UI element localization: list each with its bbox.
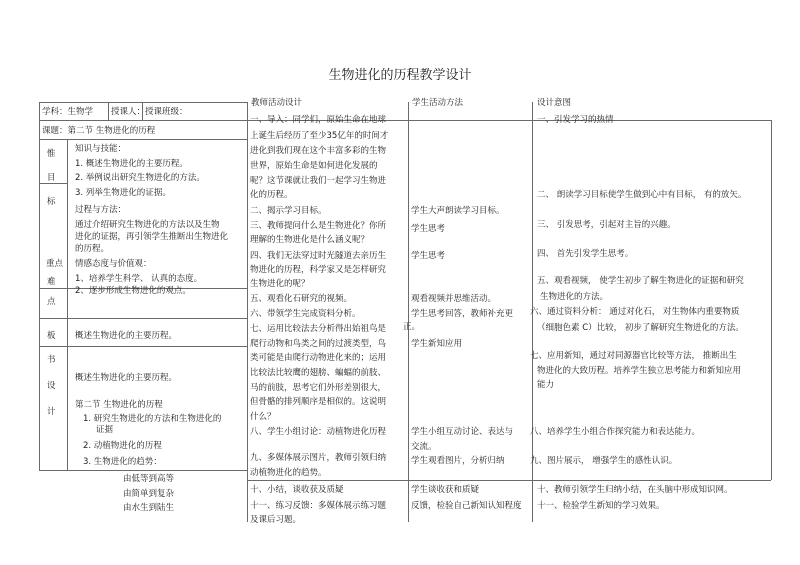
teacher-activity-line: 呢？这节课就让我们一起学习生物进 — [250, 176, 387, 186]
teacher-activity-line: 十一、练习反馈：多媒体展示练习题 — [250, 501, 387, 511]
objective-line: 的历程。 — [75, 244, 110, 254]
design-intent-line: 一、引发学习的热情 — [537, 115, 614, 125]
student-activity-line: 观看视频并思维活动。 — [411, 294, 497, 304]
board-design-label: 设 — [47, 381, 56, 391]
teacher-activity-line: 四、我们无法穿过时光隧道去亲历生 — [250, 251, 387, 261]
student-activity-line: 正。 — [403, 322, 421, 332]
teacher-activity-line: 上诞生后经历了至少35亿年的时间才 — [250, 131, 389, 141]
student-activity-line: 学生思考 — [411, 224, 446, 234]
goal-label: 目 — [47, 173, 56, 183]
student-activity-header: 学生活动方法 — [412, 98, 464, 108]
objective-line: 2、逐步形成生物进化的观点。 — [75, 286, 191, 296]
design-intent-line: 五、观看视频， 使学生初步了解生物进化的证据和研究 — [537, 276, 744, 286]
design-intent-line: 六、通过资料分析： 通过对化石， 对生物体内重要物质 — [530, 307, 740, 317]
teacher-activity-line: 动植物进化的趋势。 — [250, 468, 327, 478]
objective-line: 情感态度与价值观： — [75, 259, 152, 269]
teacher-activity-line: 及课后习题。 — [250, 515, 302, 525]
teacher-activity-line: 三、教师提问什么是生物进化？你所 — [250, 221, 387, 231]
teacher-name-label: 授课人： — [111, 107, 146, 117]
design-intent-line: 四、 首先引发学生思考。 — [537, 249, 634, 259]
design-intent-line: 生物进化的方法。 — [540, 292, 609, 302]
student-activity-line: 学生大声朗读学习目标。 — [411, 206, 505, 216]
difficulty-label: 点 — [47, 297, 56, 307]
objective-line: 2. 举例说出研究生物进化的方法。 — [75, 173, 205, 183]
teacher-activity-line: 七、运用比较法去分析得出始祖鸟是 — [250, 324, 387, 334]
teacher-activity-line: 八、学生小组讨论：动植物进化历程 — [250, 427, 387, 437]
trend-item: 由水生到陆生 — [123, 503, 175, 513]
objective-line: 1、培养学生科学、 认真的态度。 — [75, 274, 203, 284]
board-item: 3. 生物进化的趋势： — [83, 457, 162, 467]
board-item: 证据 — [96, 425, 114, 435]
rule-header-top — [39, 102, 247, 103]
objective-line: 通过介绍研究生物进化的方法以及生物 — [75, 220, 220, 230]
board-item: 2. 动植物进化的历程 — [83, 441, 162, 451]
rule-col-teacher — [247, 102, 248, 522]
teacher-activity-line: 进化到我们现在这个丰富多彩的生物 — [250, 146, 387, 156]
subject-label: 学科：生物学 — [42, 107, 94, 117]
student-activity-line: 学生思考回答，教师补充更 — [411, 309, 514, 319]
key-point-text: 概述生物进化的主要历程。 — [75, 331, 178, 341]
trend-item: 由简单到复杂 — [123, 489, 175, 499]
teacher-activity-line: 二、揭示学习目标。 — [250, 206, 327, 216]
teacher-activity-line: 但骨骼的排列顺序是相似的。这说明 — [250, 397, 387, 407]
objective-line: 知识与技能： — [75, 144, 127, 154]
goal-label: 标 — [47, 197, 56, 207]
difficulty-label: 难 — [47, 277, 56, 287]
rule-right-edge — [771, 120, 772, 480]
rule-label-col — [67, 139, 68, 470]
design-intent-line: 三、 引发思考，引起对主旨的兴趣。 — [537, 220, 676, 230]
teacher-activity-line: 比较法比较鹰的翅膀、蝙蝠的前肢、 — [250, 368, 387, 378]
teacher-activity-line: 十、小结，谈收获及质疑 — [250, 485, 344, 495]
design-intent-header: 设计意图 — [537, 98, 572, 108]
teacher-activity-line: 什么？ — [250, 412, 276, 422]
class-label: 授课班级： — [145, 107, 188, 117]
teacher-activity-header: 教师活动设计 — [251, 98, 303, 108]
teacher-activity-line: 物进化的历程，科学家又是怎样研究 — [250, 265, 387, 275]
objective-line: 过程与方法： — [75, 205, 127, 215]
rule-col-student — [408, 102, 409, 522]
objective-line: 进化的证据，再引领学生推断出生物进化 — [75, 232, 229, 242]
design-intent-line: 二、 朗读学习目标使学生做到心中有目标， 有的放矢。 — [537, 190, 747, 200]
board-label: 板 — [47, 331, 56, 341]
rule-bottom-mid — [247, 480, 771, 481]
teacher-activity-line: 化的历程。 — [250, 190, 293, 200]
board-item: 1. 研究生物进化的方法和生物进化的 — [83, 414, 222, 424]
design-intent-line: 九、图片展示， 增强学生的感性认识。 — [530, 456, 678, 466]
rule-topic-bottom — [39, 139, 247, 140]
student-activity-line: 学生观看图片，分析归纳 — [411, 456, 505, 466]
board-design-label: 书 — [47, 355, 56, 365]
teacher-activity-line: 爬行动物和鸟类之间的过渡类型，鸟 — [250, 339, 387, 349]
rule-board — [39, 346, 247, 347]
topic-label: 课题：第二节 生物进化的历程 — [42, 126, 156, 136]
teacher-activity-line: 理解的生物进化是什么涵义呢？ — [250, 235, 370, 245]
design-intent-line: 十、教师引领学生归纳小结，在头脑中形成知识网。 — [537, 485, 733, 495]
teacher-activity-line: 生物进化的呢？ — [250, 279, 310, 289]
teacher-activity-line: 六、带领学生完成资料分析。 — [250, 309, 361, 319]
goal-label: 惟 — [47, 149, 56, 159]
design-intent-line: （细胞色素 C）比较， 初步了解研究生物进化的方法。 — [537, 323, 744, 333]
board-title: 第二节 生物进化的历程 — [75, 400, 163, 410]
design-intent-line: 物进化的大致历程。培养学生独立思考能力和新知应用 — [537, 366, 742, 376]
key-point-label: 重点 — [46, 259, 64, 269]
rule-header-sep1 — [108, 102, 109, 120]
design-intent-line: 七、应用新知，通过对同源器官比较等方法， 推断出生 — [530, 351, 737, 361]
objective-line: 3. 列举生物进化的证据。 — [75, 188, 171, 198]
teacher-activity-line: 马的前肢，思考它们外形差别很大， — [250, 383, 387, 393]
teacher-activity-line: 类可能是由爬行动物进化来的；运用 — [250, 353, 387, 363]
student-activity-line: 反馈，检验自己新知认知程度 — [411, 501, 522, 511]
student-activity-line: 学生思考 — [411, 251, 446, 261]
teacher-activity-line: 五、观看化石研究的视频。 — [250, 294, 353, 304]
design-intent-line: 八、培养学生小组合作探究能力和表达能力。 — [530, 427, 701, 437]
objective-line: 1. 概述生物进化的主要历程。 — [75, 159, 188, 169]
teacher-activity-line: 世界，原始生命是如何进化发展的 — [250, 161, 378, 171]
student-activity-line: 学生小组互动讨论、表达与 — [411, 427, 514, 437]
rule-left-edge — [39, 102, 40, 470]
rule-diff — [39, 318, 247, 319]
student-activity-line: 学生谈收获和质疑 — [411, 485, 480, 495]
design-intent-line: 能力 — [537, 380, 555, 390]
rule-header-bottom — [39, 120, 771, 121]
student-activity-line: 交流。 — [411, 442, 437, 452]
teacher-activity-line: 九、多媒体展示图片，教师引领归纳 — [250, 453, 387, 463]
difficulty-text: 概述生物进化的主要历程。 — [75, 373, 178, 383]
page-title: 生物进化的历程教学设计 — [328, 68, 472, 83]
teacher-activity-line: 一、导入：同学们，原始生命在地球 — [250, 115, 387, 125]
board-design-label: 计 — [47, 407, 56, 417]
student-activity-line: 学生新知应用 — [411, 339, 463, 349]
rule-bottom-left — [39, 470, 247, 471]
design-intent-line: 十一、检验学生新知的学习效果。 — [537, 501, 665, 511]
trend-item: 由低等到高等 — [123, 474, 175, 484]
